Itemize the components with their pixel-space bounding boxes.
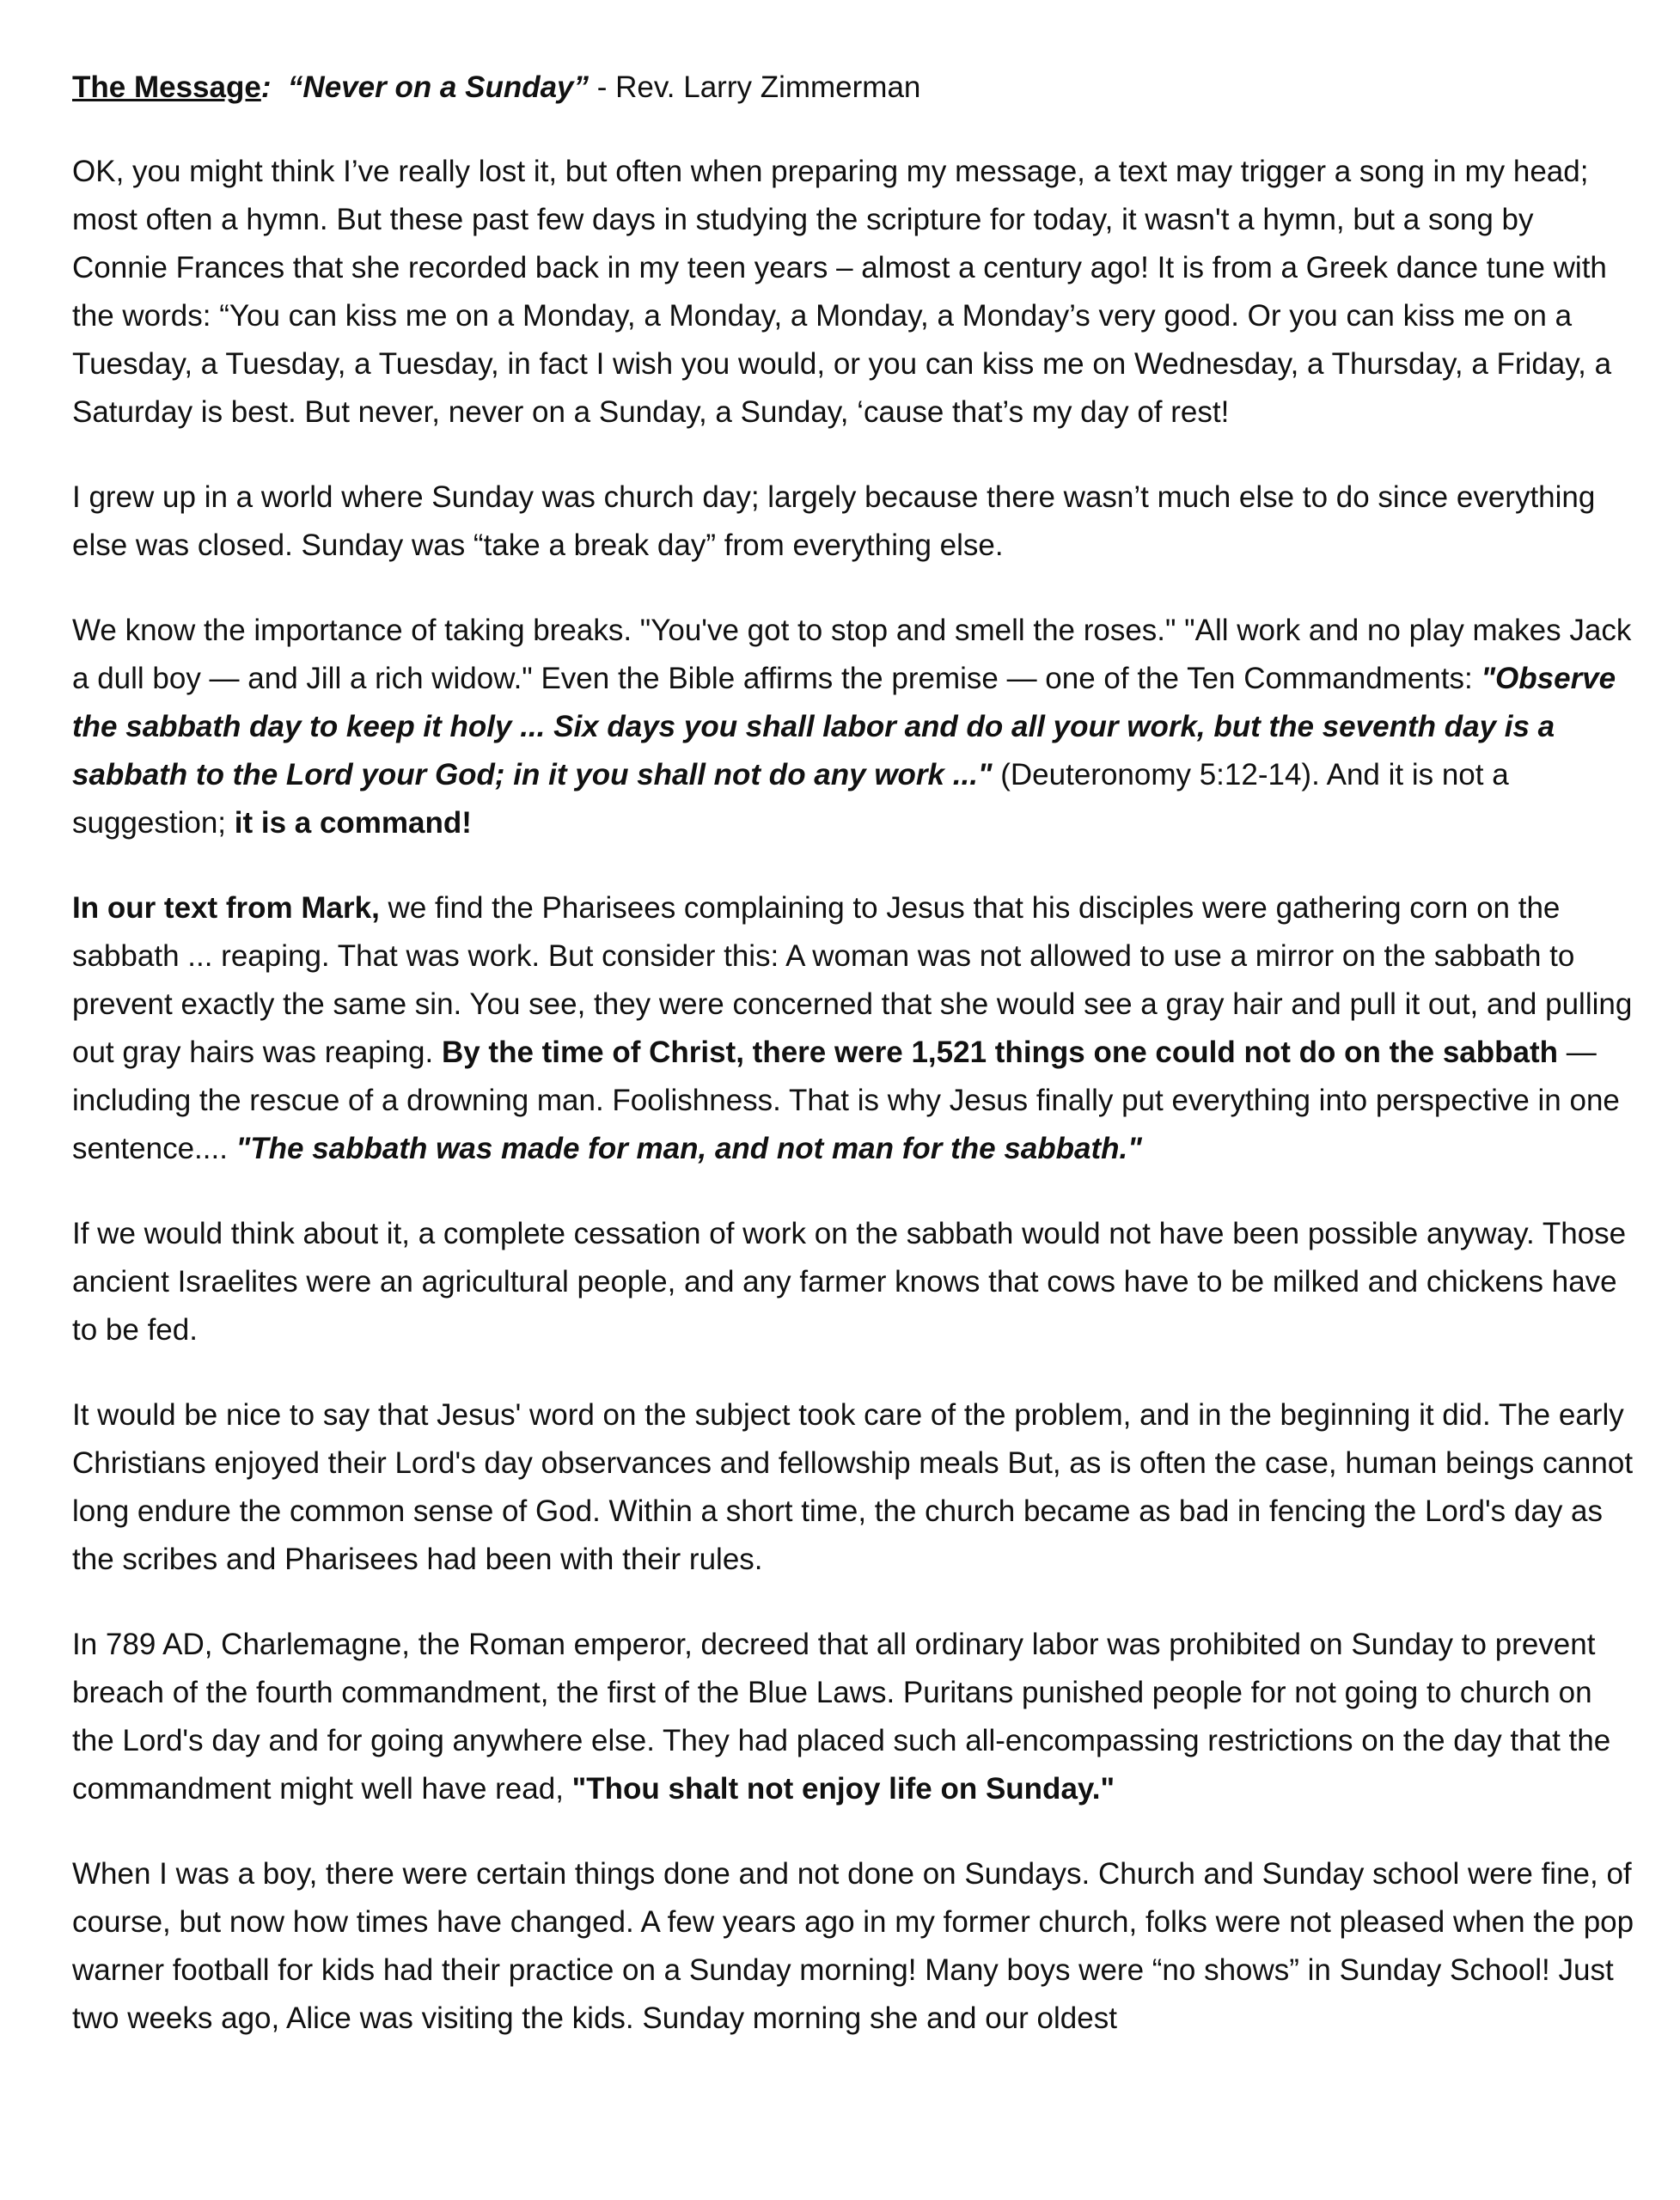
emphasis-text: In our text from Mark,	[72, 891, 380, 925]
message-title	[72, 64, 1636, 112]
paragraph	[72, 474, 1636, 570]
paragraph	[72, 148, 1636, 437]
paragraph-text: In 789 AD, Charlemagne, the Roman emperor, decreed that all ordinary labor was prohibited on Sunday to prevent breach of the fourth commandment, the first of the Blue Laws. Puritans punished people for not going to church on the Lord's day and for going anywhere else. They had placed such all-encompassing restrictions on the day that the commandment might well have read,	[72, 1628, 1611, 1806]
paragraph	[72, 1850, 1636, 2043]
emphasis-text: it is a command!	[234, 806, 472, 840]
emphasis-text: "Thou shalt not enjoy life on Sunday."	[571, 1772, 1115, 1806]
title-label: The Message	[72, 70, 261, 104]
title-colon: :	[260, 70, 272, 104]
document-body	[72, 64, 1636, 2080]
song-title: “Never on a Sunday”	[287, 70, 590, 104]
title-separator: -	[589, 70, 616, 104]
paragraph	[72, 1621, 1636, 1813]
paragraph	[72, 1391, 1636, 1584]
paragraph-text: If we would think about it, a complete cessation of work on the sabbath would not have been possible anyway. Those ancient Israelites were an agricultural people, and any farmer knows that cows have to be milked and chickens have to be fed.	[72, 1217, 1627, 1347]
emphasis-text: By the time of Christ, there were 1,521 things one could not do on the sabbath	[441, 1036, 1559, 1069]
author-name: Rev. Larry Zimmerman	[615, 70, 921, 104]
paragraph	[72, 1210, 1636, 1354]
paragraph-text: we find the Pharisees complaining to Jesus that his disciples were gathering corn on the sabbath ... reaping. That was work. But consider this: A woman was not allowed to use a mirror on the sabbath to prevent exactly the same sin. You see, they were concerned that she would see a gray hair and pull it out, and pulling out gray hairs was reaping.	[72, 891, 1633, 1069]
paragraph-text: When I was a boy, there were certain things done and not done on Sundays. Church and Sunday school were fine, of course, but now how times have changed. A few years ago in my former church, folks were not pleased when the pop warner football for kids had their practice on a Sunday morning! Many boys were “no shows” in Sunday School! Just two weeks ago, Alice was visiting the kids. Sunday morning she and our oldest	[72, 1857, 1634, 2035]
scripture-quote: "Observe the sabbath day to keep it holy ... Six days you shall labor and do all your work, but the seventh day is a sabbath to the Lord your God; in it you shall not do any work ..."	[72, 662, 1616, 791]
paragraph-text: We know the importance of taking breaks. "You've got to stop and smell the roses." "All work and no play makes Jack a dull boy — and Jill a rich widow." Even the Bible affirms the premise — one of the Ten Commandments:	[72, 614, 1632, 695]
paragraph-text: — including the rescue of a drowning man. Foolishness. That is why Jesus finally put everything into perspective in one sentence....	[72, 1036, 1620, 1165]
paragraph	[72, 884, 1636, 1173]
scripture-quote: "The sabbath was made for man, and not man for the sabbath."	[235, 1132, 1142, 1165]
paragraph-text: It would be nice to say that Jesus' word on the subject took care of the problem, and in the beginning it did. The early Christians enjoyed their Lord's day observances and fellowship meals But, as is often the case, human beings cannot long endure the common sense of God. Within a short time, the church became as bad in fencing the Lord's day as the scribes and Pharisees had been with their rules.	[72, 1398, 1634, 1576]
paragraph-text: (Deuteronomy 5:12-14). And it is not a suggestion;	[72, 758, 1509, 840]
paragraph-text: I grew up in a world where Sunday was church day; largely because there wasn’t much else to do since everything else was closed. Sunday was “take a break day” from everything else.	[72, 480, 1596, 562]
paragraph-text: OK, you might think I’ve really lost it, but often when preparing my message, a text may trigger a song in my head; most often a hymn. But these past few days in studying the scripture for today, it wasn't a hymn, but a song by Connie Frances that she recorded back in my teen years – almost a century ago! It is from a Greek dance tune with the words: “You can kiss me on a Monday, a Monday, a Monday, a Monday’s very good. Or you can kiss me on a Tuesday, a Tuesday, a Tuesday, in fact I wish you would, or you can kiss me on Wednesday, a Thursday, a Friday, a Saturday is best. But never, never on a Sunday, a Sunday, ‘cause that’s my day of rest!	[72, 155, 1612, 429]
paragraph	[72, 607, 1636, 847]
